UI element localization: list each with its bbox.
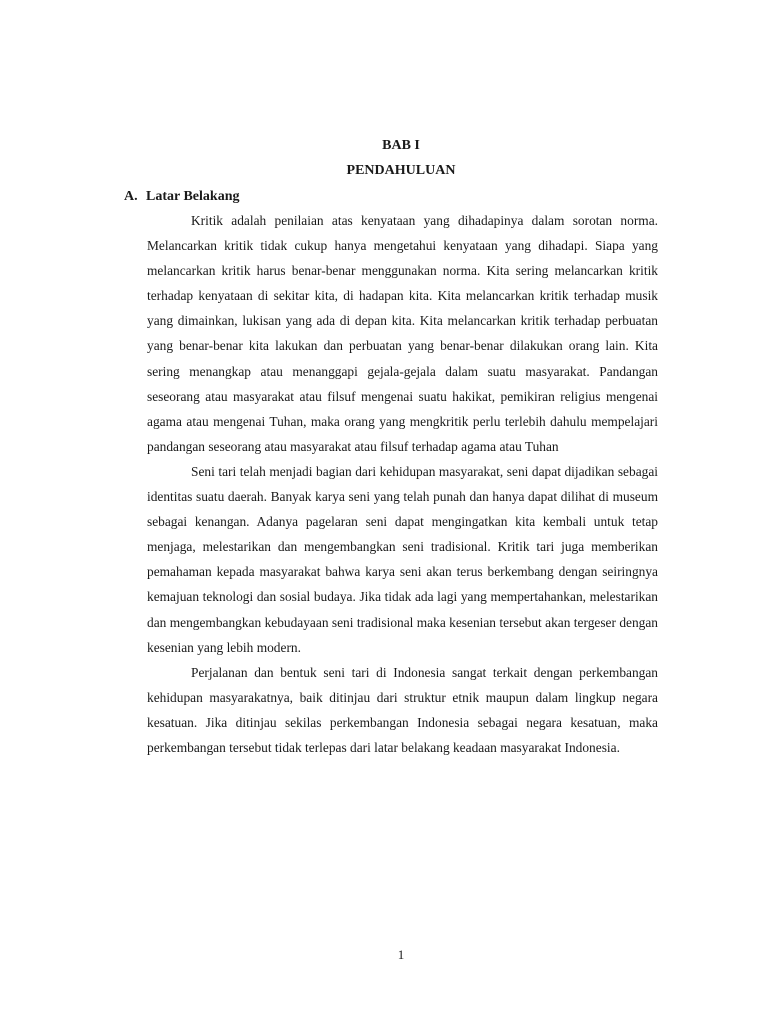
chapter-number: BAB I [382,138,420,153]
body-text [147,208,658,760]
paragraph-1: Kritik adalah penilaian atas kenyataan yang dihadapinya dalam sorotan norma. Melancarkan kritik tidak cukup hanya mengetahui kenyataan yang dihadapi. Siapa yang melancarkan kritik harus benar-benar menggunakan norma. Kita sering melancarkan kritik terhadap kenyataan di sekitar kita, di hadapan kita. Kita melancarkan kritik terhadap musik yang dimainkan, lukisan yang ada di depan kita. Kita melancarkan kritik terhadap perbuatan yang benar-benar kita lakukan dan perbuatan yang benar-benar dilakukan orang lain. Kita sering menangkap atau menanggapi gejala-gejala dalam suatu masyarakat. Pandangan seseorang atau masyarakat atau filsuf mengenai suatu hakikat, pemikiran religius mengenai agama atau mengenai Tuhan, maka orang yang mengkritik perlu terlebih dahulu mempelajari pandangan seseorang atau masyarakat atau filsuf terhadap agama atau Tuhan [147,213,658,454]
page-number: 1 [397,947,405,962]
section-letter: A. [124,189,138,204]
section-title: Latar Belakang [146,189,240,204]
section-heading [124,189,239,205]
paragraph-2: Seni tari telah menjadi bagian dari kehidupan masyarakat, seni dapat dijadikan sebagai identitas suatu daerah. Banyak karya seni yang telah punah dan hanya dapat dilihat di museum sebagai kenangan. Adanya pagelaran seni dapat mengingatkan kita kembali untuk tetap menjaga, melestarikan dan mengembangkan seni tradisional. Kritik tari juga memberikan pemahaman kepada masyarakat bahwa karya seni akan terus berkembang dengan seiringnya kemajuan teknologi dan sosial budaya. Jika tidak ada lagi yang mempertahankan, melestarikan dan mengembangkan kebudayaan seni tradisional maka kesenian tersebut akan tergeser dengan kesenian yang lebih modern. [147,463,658,655]
paragraph-3: Perjalanan dan bentuk seni tari di Indonesia sangat terkait dengan perkembangan kehidupan masyarakatnya, baik ditinjau dari struktur etnik maupun dalam lingkup negara kesatuan. Jika ditinjau sekilas perkembangan Indonesia sebagai negara kesatuan, maka perkembangan tersebut tidak terlepas dari latar belakang keadaan masyarakat Indonesia. [147,664,658,755]
chapter-title: PENDAHULUAN [346,163,456,178]
